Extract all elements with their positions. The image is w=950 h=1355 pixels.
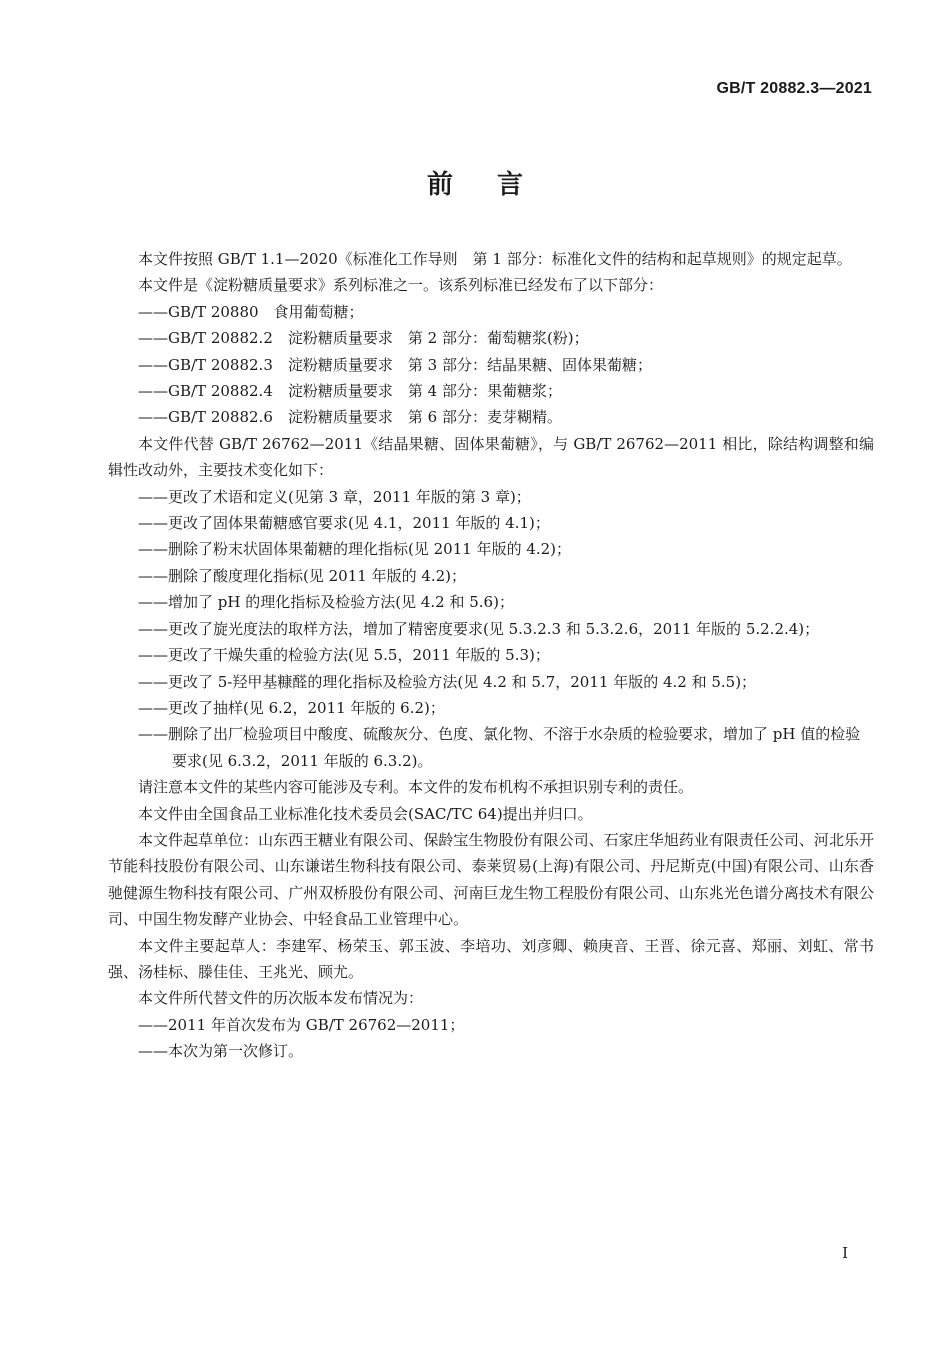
- change-item: ——更改了抽样(见 6.2，2011 年版的 6.2)；: [138, 698, 445, 717]
- paragraph-series-intro: 本文件是《淀粉糖质量要求》系列标准之一。该系列标准已经发布了以下部分：: [138, 276, 664, 295]
- paragraph-drafting-units: 本文件起草单位：山东西王糖业有限公司、保龄宝生物股份有限公司、石家庄华旭药业有限责任公司、河北乐开节能科技股份有限公司、山东谦诺生物科技有限公司、泰莱贸易(上海)有限公司、丹尼斯克(中国)有限公司、山东香驰健源生物科技有限公司、广州双桥股份有限公司、河南巨龙生物工程股份有限公司、山东兆光色谱分离技术有限公司、中国生物发酵产业协会、中轻食品工业管理中心。: [108, 830, 874, 929]
- change-item: ——更改了干燥失重的检验方法(见 5.5，2011 年版的 5.3)；: [138, 646, 550, 665]
- series-item: ——GB/T 20882.3 淀粉糖质量要求 第 3 部分：结晶果糖、固体果葡糖；: [138, 355, 652, 374]
- history-item: ——2011 年首次发布为 GB/T 26762—2011；: [138, 1015, 465, 1034]
- paragraph-replaces: 本文件代替 GB/T 26762—2011《结晶果糖、固体果葡糖》，与 GB/T 26762—2011 相比，除结构调整和编辑性改动外，主要技术变化如下：: [108, 434, 874, 480]
- foreword-body: [108, 246, 874, 1065]
- change-item: ——更改了旋光度法的取样方法，增加了精密度要求(见 5.3.2.3 和 5.3.2.6，2011 年版的 5.2.2.4)；: [138, 619, 820, 638]
- history-item: ——本次为第一次修订。: [138, 1042, 304, 1061]
- standard-code: GB/T 20882.3—2021: [716, 80, 872, 97]
- change-item: ——更改了术语和定义(见第 3 章，2011 年版的第 3 章)；: [138, 487, 531, 506]
- series-item: ——GB/T 20882.2 淀粉糖质量要求 第 2 部分：葡萄糖浆(粉)；: [138, 329, 589, 348]
- page-number: I: [842, 1244, 848, 1262]
- page-title: 前言: [426, 170, 567, 200]
- paragraph-committee: 本文件由全国食品工业标准化技术委员会(SAC/TC 64)提出并归口。: [138, 804, 593, 823]
- change-item: ——更改了固体果葡糖感官要求(见 4.1，2011 年版的 4.1)；: [138, 514, 550, 533]
- change-item: ——更改了 5-羟甲基糠醛的理化指标及检验方法(见 4.2 和 5.7，2011 年版的 4.2 和 5.5)；: [138, 672, 757, 691]
- paragraph-patent-notice: 请注意本文件的某些内容可能涉及专利。本文件的发布机构不承担识别专利的责任。: [138, 778, 694, 797]
- series-item: ——GB/T 20880 食用葡萄糖；: [138, 302, 364, 321]
- paragraph-drafting-rules: 本文件按照 GB/T 1.1—2020《标准化工作导则 第 1 部分：标准化文件的结构和起草规则》的规定起草。: [138, 250, 852, 268]
- change-item: ——增加了 pH 的理化指标及检验方法(见 4.2 和 5.6)；: [138, 593, 514, 612]
- series-item: ——GB/T 20882.6 淀粉糖质量要求 第 6 部分：麦芽糊精。: [138, 408, 562, 427]
- paragraph-drafters: 本文件主要起草人：李建军、杨荣玉、郭玉波、李培功、刘彦卿、赖庚音、王晋、徐元喜、郑丽、刘虹、常书强、汤桂标、滕佳佳、王兆光、顾尤。: [108, 936, 874, 981]
- change-item: ——删除了出厂检验项目中酸度、硫酸灰分、色度、氯化物、不溶于水杂质的检验要求，增加了 pH 值的检验要求(见 6.3.2，2011 年版的 6.3.2)。: [138, 725, 861, 770]
- series-item: ——GB/T 20882.4 淀粉糖质量要求 第 4 部分：果葡糖浆；: [138, 382, 562, 401]
- paragraph-history-intro: 本文件所代替文件的历次版本发布情况为：: [138, 989, 424, 1008]
- change-item: ——删除了粉末状固体果葡糖的理化指标(见 2011 年版的 4.2)；: [138, 540, 572, 559]
- change-item: ——删除了酸度理化指标(见 2011 年版的 4.2)；: [138, 566, 467, 585]
